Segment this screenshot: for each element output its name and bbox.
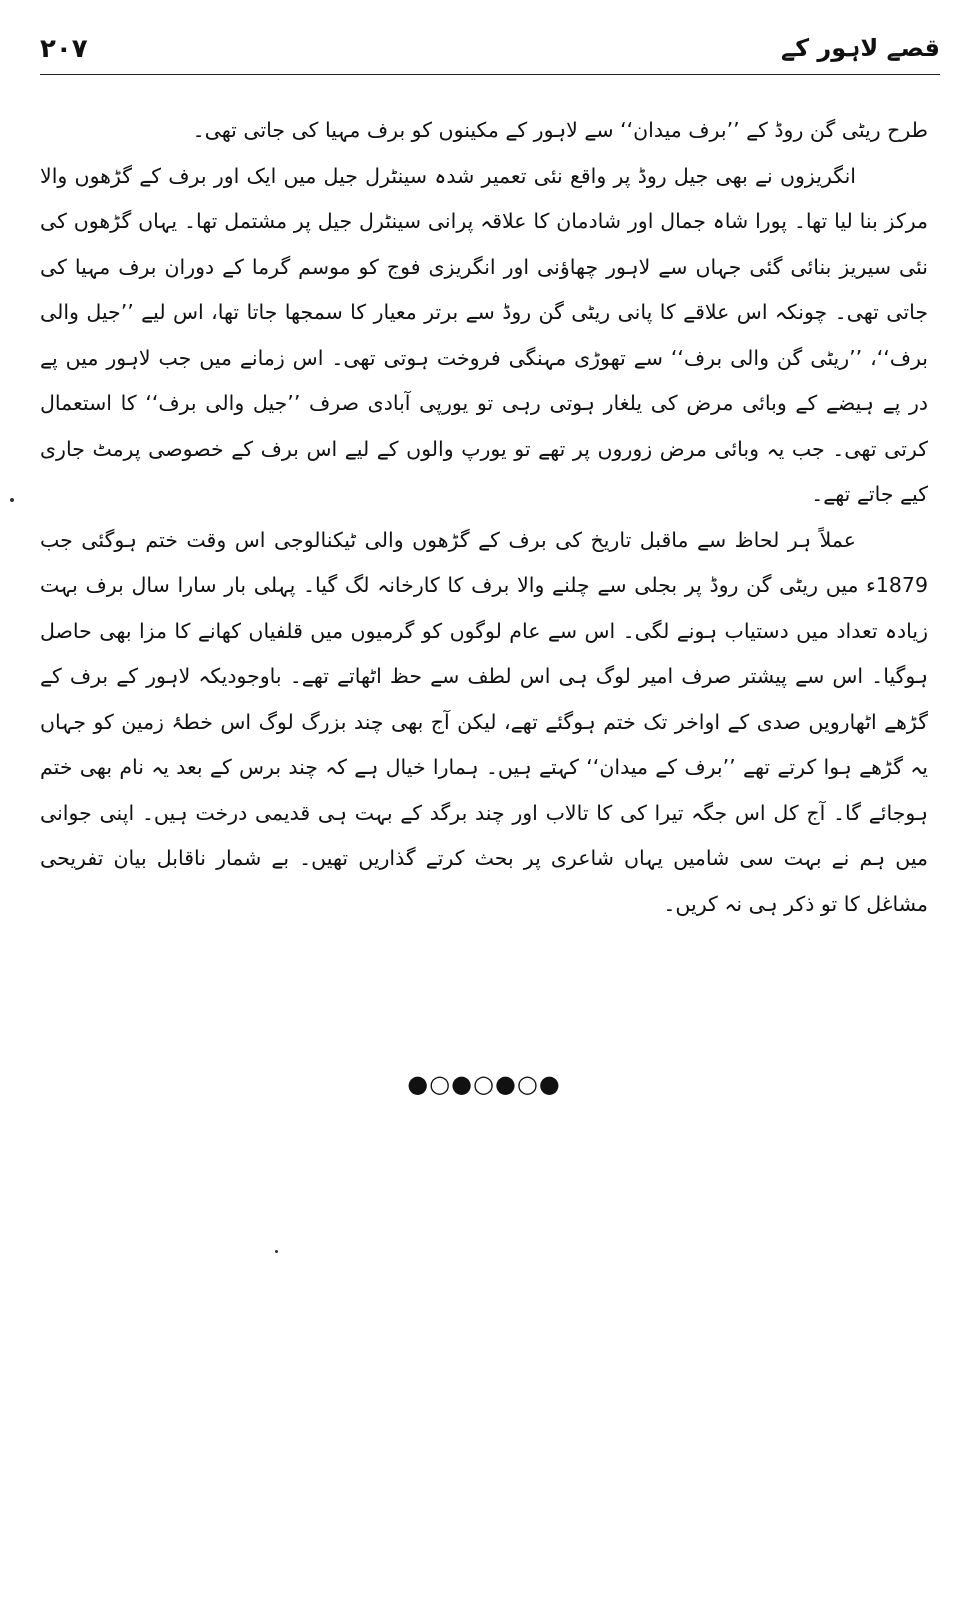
body-text [40,108,928,927]
book-title: قصے لاہور کے [781,34,940,62]
running-header [40,34,940,75]
page-number: ۲۰۷ [40,34,88,64]
scan-speck [275,1250,278,1253]
paragraph-1: طرح ریٹی گن روڈ کے ’’برف میدان‘‘ سے لاہور کے مکینوں کو برف مہیا کی جاتی تھی۔ [192,118,928,142]
scan-speck [10,498,14,502]
section-end-ornament: ●○●○●○● [407,1070,561,1098]
paragraph-2: انگریزوں نے بھی جیل روڈ پر واقع نئی تعمیر شدہ سینٹرل جیل میں ایک اور برف کے گڑھوں والا مرکز بنا لیا تھا۔ پورا شاہ جمال اور شادمان کا علاقہ پرانی سینٹرل جیل پر مشتمل تھا۔ یہاں گڑھوں کی نئی سیریز بنائی گئی جہاں سے لاہور چھاؤنی اور انگریزی فوج کو موسم گرما کے دوران برف مہیا کی جاتی تھی۔ چونکہ اس علاقے کا پانی ریٹی گن روڈ سے برتر معیار کا سمجھا جاتا تھا، اس لیے ’’جیل والی برف‘‘، ’’ریٹی گن والی برف‘‘ سے تھوڑی مہنگی فروخت ہوتی تھی۔ اس زمانے میں جب لاہور میں پے در پے ہیضے کے وبائی مرض کی یلغار ہوتی رہی تو یورپی آبادی صرف ’’جیل والی برف‘‘ کا استعمال کرتی تھی۔ جب یہ وبائی مرض زوروں پر تھے تو یورپ والوں کے لیے اس برف کے خصوصی پرمٹ جاری کیے جاتے تھے۔ [40,163,928,506]
paragraph-3: عملاً ہر لحاظ سے ماقبل تاریخ کی برف کے گڑھوں والی ٹیکنالوجی اس وقت ختم ہوگئی جب 1879ء میں ریٹی گن روڈ پر بجلی سے چلنے والا برف کا کارخانہ لگ گیا۔ پہلی بار سارا سال برف بہت زیادہ تعداد میں دستیاب ہونے لگی۔ اس سے عام لوگوں کو گرمیوں میں قلفیاں کھانے کا مزا بھی حاصل ہوگیا۔ اس سے پیشتر صرف امیر لوگ ہی اس لطف سے حظ اٹھاتے تھے۔ باوجودیکہ لاہور کے برف کے گڑھے اٹھارویں صدی کے اواخر تک ختم ہوگئے تھے، لیکن آج بھی چند بزرگ لوگ اس خطۂ زمین کو جہاں یہ گڑھے ہوا کرتے تھے ’’برف کے میدان‘‘ کہتے ہیں۔ ہمارا خیال ہے کہ چند برس کے بعد یہ نام بھی ختم ہوجائے گا۔ آج کل اس جگہ تیرا کی کا تالاب اور چند برگد کے بہت ہی قدیمی درخت ہیں۔ اپنی جوانی میں ہم نے بہت سی شامیں یہاں شاعری پر بحث کرتے گذاریں تھیں۔ بے شمار ناقابل بیان تفریحی مشاغل کا تو ذکر ہی نہ کریں۔ [40,527,928,916]
